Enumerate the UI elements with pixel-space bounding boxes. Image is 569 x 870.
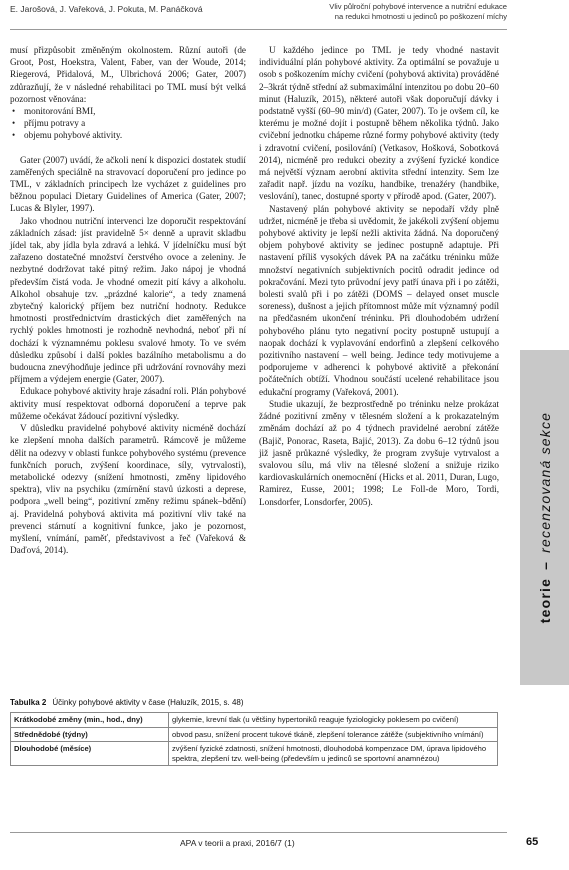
table-cell-key: Střednědobé (týdny) [11, 727, 169, 742]
table-cell-key: Dlouhodobé (měsíce) [11, 742, 169, 766]
section-label-main: teorie [536, 577, 553, 624]
left-paragraph-5: V důsledku pravidelné pohybové aktivity nicméně dochází ke zlepšení mnoha dalších parametrů. Rámcově je můžeme dělit na odezvy v oblasti funkce pohybového systému (prevence funkčních poruch, zvýšení koordinace, síly, vytrvalosti), metabolické odezvy (snížení hmotnosti, změny lipidového spektra), vliv na psychiku (zmírnění stavů úzkosti a deprese, podpora „well being“, pozitivní změny režimu spánek–bdění) aj. Pravidelná pohybová aktivita má pozitivní vliv také na prevenci stárnutí a kognitivní funkce, jako je pozornost, myšlení, vnímání, paměť, představivost a řeč (Vařeková & Daďová, 2014). [10, 423, 246, 556]
left-paragraph-1: musí přizpůsobit změněným okolnostem. Různí autoři (de Groot, Post, Hoekstra, Valent, Faber, van der Woude, 2014; Riegerová, Přidalová, M., Ulbrichová 2006; Gater, 2007) zdůrazňují, že v následné rehabilitaci po TML musí být velká pozornost věnována: [10, 45, 246, 104]
right-paragraph-3: Studie ukazují, že bezprostředně po tréninku nelze prokázat žádné pozitivní změny v tělesném složení a k prokazatelným změnám dochází až po 4 týdnech pravidelné aerobní zátěže (Bajič, Ponorac, Raseta, Bajić, 2013). Za dobu 6–12 týdnů jsou již jasně průkazné výsledky, že program zvyšuje vytrvalost a svalovou sílu, má vliv na tělesné složení a snižuje riziko kardiovaskulárních onemocnění (Hicks et al. 2011, Duran, Lugo, Ramirez, Eusse, 2001; 1998; Le Foll-de Moro, Tordi, Lonsdorfer, Lonsdorfer, 2005). [259, 398, 499, 507]
header-title-line2: na redukci hmotnosti u jedinců po poškození míchy [334, 12, 507, 21]
left-column [10, 44, 246, 556]
header-title-line1: Vliv půlroční pohybové intervence a nutriční edukace [329, 2, 507, 11]
table-cell-value: zvýšení fyzické zdatnosti, snížení hmotnosti, dlouhodobá kompenzace DM, úprava lipidového spektra, zlepšení tzv. well-being (především u jedinců se sportovní anamnézou) [169, 742, 498, 766]
table-row [11, 742, 498, 766]
section-label-dash: – [536, 560, 553, 570]
table-row [11, 727, 498, 742]
right-column [259, 44, 499, 508]
section-label-sub: recenzovaná sekce [536, 411, 553, 553]
footer-journal: APA v teorii a praxi, 2016/7 (1) [180, 838, 295, 848]
right-paragraph-2: Nastavený plán pohybové aktivity se nepodaří vždy plně udržet, nicméně je třeba si uvědomit, že jakékoli zvýšení objemu pohybové aktivity je lepší nežli aktivita žádná. Na doporučený objem pohybové aktivity se jedinec postupně adaptuje. Při nastavení příliš vysokých dávek PA na začátku tréninku může množství negativních subjektivních pocitů odradit jedince od pokračování. Mezi tyto průvodní jevy patří únava při i po zátěži, bolesti svalů při i po zátěži (DOMS – delayed onset muscle soreness), dušnost a jejich přítomnost může mít významný podíl na předčasném ukončení tréninku. Při dlouhodobém udržení pohybového plánu tyto negativní pocity postupně ustupují a naopak dochází k vyplavování endorfinů a zlepšení celkového pozitivního nastavení – well being. Jedince tedy motivujeme a podporujeme v adherenci k pohybové aktivitě a překonání počátečních obtíží. Vhodnou součástí ucelené rehabilitace jsou edukační programy (Vařeková, 2001). [259, 203, 499, 397]
bullet-list [10, 105, 246, 142]
table-caption-label: Tabulka 2 [10, 698, 47, 707]
header-divider [10, 29, 507, 30]
left-paragraph-4: Edukace pohybové aktivity hraje zásadní roli. Plán pohybové aktivity musí respektovat odborná doporučení a teprve pak můžeme očekávat žádoucí pozitivní výsledky. [10, 386, 246, 421]
bullet-item: • monitorování BMI, [10, 105, 246, 117]
bullet-item: • objemu pohybové aktivity. [10, 129, 246, 141]
section-label [520, 350, 569, 685]
bullet-item: • příjmu potravy a [10, 117, 246, 129]
table-cell-value: glykemie, krevní tlak (u většiny hypertoniků reaguje fyziologicky poklesem po cvičení) [169, 713, 498, 728]
effects-table [10, 712, 498, 766]
page-number: 65 [526, 836, 539, 848]
table-caption [10, 698, 244, 707]
footer-divider [10, 832, 507, 833]
table-row [11, 713, 498, 728]
right-paragraph-1: U každého jedince po TML je tedy vhodné nastavit individuální plán pohybové aktivity. Za optimální se považuje u osob s poškozením míchy cvičení (pohybová aktivita) prováděné 2–3krát týdně střední až submaximální intenzitou po dobu 20–60 minut (Haluzík, 2015), některé autoři však doporučují dávky i podstatně vyšší (60–90 min/d) (Gater, 2007). To je ovšem cíl, ke kterému je možné dojít i postupně během několika týdnů. Jako cvičební jednotku chápeme různé formy pohybové aktivity (tedy i zdravotní cvičení, posilování) (Vetkasov, Hošková, Sobotková 2014), nicméně pro redukci obezity a zvýšení fyzické kondice má největší význam aerobní aktivita střední intenzity. Sem lze zařadit např. jízdu na vozíku, handbike, trenažéry (handbike, veslování), tanec, dostupné sporty v přírodě apod. (Gater, 2007). [259, 45, 499, 202]
table-cell-key: Krátkodobé změny (min., hod., dny) [11, 713, 169, 728]
table-cell-value: obvod pasu, snížení procent tukové tkáně, zlepšení tolerance zátěže (subjektivního vnímání) [169, 727, 498, 742]
left-paragraph-3: Jako vhodnou nutriční intervenci lze doporučit respektování základních zásad: jíst pravidelně 5× denně a upravit skladbu jídel tak, aby jídla byla zdravá a lehká. V jídelníčku musí být zařazeno dostatečné množství čerstvého ovoce a zeleniny. Je nezbytné dodržovat také pitný režim. Jako nápoj je vhodná především čistá voda. Je vhodné omezit pití kávy a alkoholu. Alkohol obsahuje tzv. „prázdné kalorie“, a tedy znamená zbytečný kalorický příjem bez nutriční hodnoty. Redukce hmotnosti prostřednictvím drastických diet zaměřených na rychlý pokles hmotnosti je rozhodně nevhodná, neboť při ní dochází k významnému poklesu svalové hmoty. To ve svém důsledku způsobí i další pokles bazálního metabolismu a do budoucna znevýhodňuje jedince při udržování rovnováhy mezi příjmem a výdejem energie (Gater, 2007). [10, 215, 246, 385]
table-caption-text: Účinky pohybové aktivity v čase (Haluzík, 2015, s. 48) [52, 698, 244, 707]
section-sidebar [520, 350, 569, 685]
header-title [267, 2, 507, 22]
left-paragraph-2: Gater (2007) uvádí, že ačkoli není k dispozici dostatek studií zaměřených speciálně na stravovací doporučení pro jedince po TML, v základních principech lze vycházet z guidelines pro běžnou populaci Dietary Guidelines of America (Gater, 2007; Lucas & Blyler, 1997). [10, 154, 246, 214]
header-authors: E. Jarošová, J. Vařeková, J. Pokuta, M. Panáčková [10, 4, 203, 14]
